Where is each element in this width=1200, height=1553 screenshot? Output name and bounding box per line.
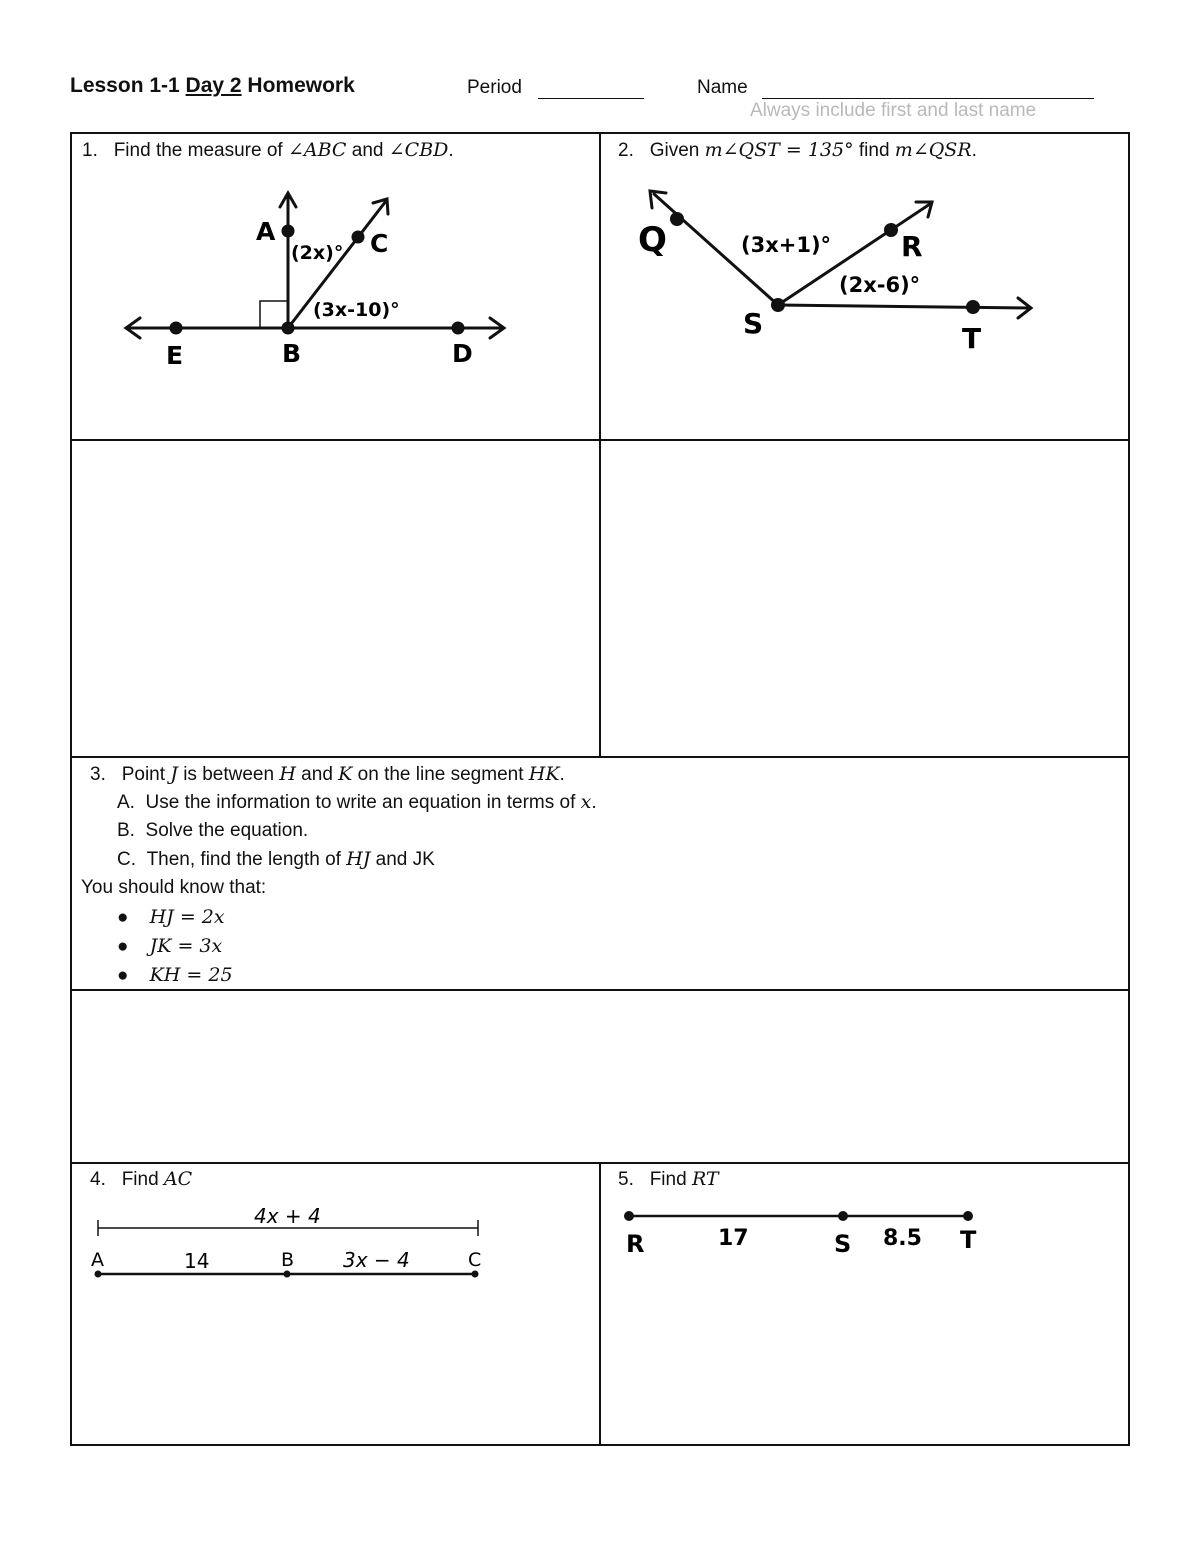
q3-text-d: on the line segment (352, 764, 529, 785)
q2-angle-rst-label: (2x-6)° (839, 273, 921, 297)
title-suffix: Homework (241, 74, 355, 97)
q3-step-b (117, 820, 308, 842)
q2-text-c: . (971, 140, 977, 161)
bullet-icon: ● (117, 965, 129, 986)
q3-fact-2-text: JK = 3x (149, 935, 223, 957)
q5-dot-s (838, 1211, 848, 1221)
q4-dot-b (284, 1271, 291, 1278)
q4-label-b: B (281, 1249, 295, 1271)
q4-segment-diagram (85, 1200, 495, 1290)
q3-step-b-letter: B. (117, 820, 135, 841)
q2-find: m∠QSR (894, 139, 972, 161)
question-3-prompt (90, 763, 565, 786)
q2-dot-r (884, 223, 898, 237)
q5-number: 5. (618, 1169, 634, 1190)
q4-label-a: A (91, 1249, 104, 1271)
q3-fact-1-text: HJ = 2x (149, 906, 225, 928)
q1-label-a: A (256, 217, 276, 246)
q1-angle-cbd: ∠CBD (388, 139, 449, 161)
q3-step-c-var: HJ (346, 848, 371, 870)
q4-total-label: 4x + 4 (254, 1204, 321, 1228)
q2-text-b: find (853, 140, 895, 161)
bullet-icon: ● (117, 936, 129, 957)
q1-dot-a (282, 225, 295, 238)
q1-dot-c (352, 231, 365, 244)
q2-dot-t (966, 300, 980, 314)
q1-label-b: B (282, 339, 302, 368)
question-4-prompt (90, 1168, 192, 1191)
q3-step-a-var: x (580, 791, 592, 813)
q2-text-a: Given (649, 140, 705, 161)
q1-dot-d (452, 322, 465, 335)
q2-label-q: Q (638, 220, 667, 260)
q3-fact-3-text: KH = 25 (149, 964, 233, 986)
q1-label-d: D (452, 339, 473, 368)
q4-dot-a (95, 1271, 102, 1278)
q1-angle-abc: ∠ABC (287, 139, 347, 161)
q4-ab-label: 14 (184, 1249, 210, 1273)
q1-angle-abc-label: (2x)° (291, 242, 344, 264)
q2-ray-st (778, 305, 1030, 308)
q2-angle-qsr-label: (3x+1)° (741, 233, 832, 257)
q2-given: m∠QST = 135° (704, 139, 854, 161)
q3-text-e: . (559, 764, 565, 785)
q4-text: Find (121, 1169, 164, 1190)
q1-number: 1. (82, 140, 98, 161)
q3-text-b: is between (177, 764, 280, 785)
q2-dot-q (670, 212, 684, 226)
q4-target: AC (163, 1168, 193, 1190)
q3-number: 3. (90, 764, 106, 785)
q4-label-c: C (468, 1249, 482, 1271)
q5-label-r: R (626, 1230, 645, 1258)
q2-label-s: S (743, 307, 764, 340)
q1-text-b: and (346, 140, 389, 161)
name-label: Name (697, 77, 748, 98)
q3-step-c (117, 848, 435, 871)
q3-fact-2 (117, 935, 222, 958)
title-prefix: Lesson 1-1 (70, 74, 186, 97)
q1-angle-diagram (110, 185, 520, 375)
q4-bc-label: 3x − 4 (343, 1248, 410, 1272)
q2-dot-s (771, 298, 785, 312)
q1-dot-b (282, 322, 295, 335)
q5-st-label: 8.5 (883, 1226, 922, 1251)
q2-number: 2. (618, 140, 634, 161)
q5-segment-diagram (615, 1200, 995, 1260)
question-1-prompt (82, 139, 454, 162)
q3-step-c-text: Then, find the length of (146, 849, 347, 870)
q3-fact-3 (117, 964, 233, 987)
q1-angle-cbd-label: (3x-10)° (313, 299, 400, 321)
q5-label-s: S (834, 1230, 852, 1258)
q3-segment: HK (528, 763, 560, 785)
q3-point-k: K (338, 763, 353, 785)
q5-text: Find (649, 1169, 692, 1190)
q3-step-c-letter: C. (117, 849, 136, 870)
q1-label-e: E (166, 341, 184, 370)
q3-step-b-text: Solve the equation. (145, 820, 309, 841)
q5-dot-r (624, 1211, 634, 1221)
q3-step-a-letter: A. (117, 792, 135, 813)
q3-point-j: J (170, 763, 178, 785)
question-5-prompt (618, 1168, 719, 1191)
q3-step-a-end: . (591, 792, 597, 813)
q2-angle-diagram (630, 180, 1050, 360)
q5-target: RT (691, 1168, 719, 1190)
q5-rs-label: 17 (718, 1226, 749, 1251)
q1-text-a: Find the measure of (113, 140, 288, 161)
q1-label-c: C (370, 229, 389, 258)
q4-number: 4. (90, 1169, 106, 1190)
q3-point-h: H (279, 763, 296, 785)
q2-label-t: T (962, 322, 982, 355)
q5-dot-t (963, 1211, 973, 1221)
q1-dot-e (170, 322, 183, 335)
bullet-icon: ● (117, 907, 129, 928)
q3-fact-1 (117, 906, 225, 929)
question-2-prompt (618, 139, 977, 162)
period-label: Period (467, 77, 522, 98)
title-day: Day 2 (185, 74, 242, 97)
q1-text-c: . (448, 140, 454, 161)
q3-step-a-text: Use the information to write an equation in terms of (145, 792, 581, 813)
q3-know-label: You should know that: (81, 877, 267, 898)
q3-text-c: and (295, 764, 339, 785)
q3-step-c-end: and JK (370, 849, 435, 870)
q4-dot-c (472, 1271, 479, 1278)
q3-text-a: Point (121, 764, 171, 785)
q5-label-t: T (960, 1226, 977, 1254)
name-hint: Always include first and last name (750, 100, 1037, 121)
q3-step-a (117, 791, 597, 814)
q2-label-r: R (901, 230, 923, 263)
